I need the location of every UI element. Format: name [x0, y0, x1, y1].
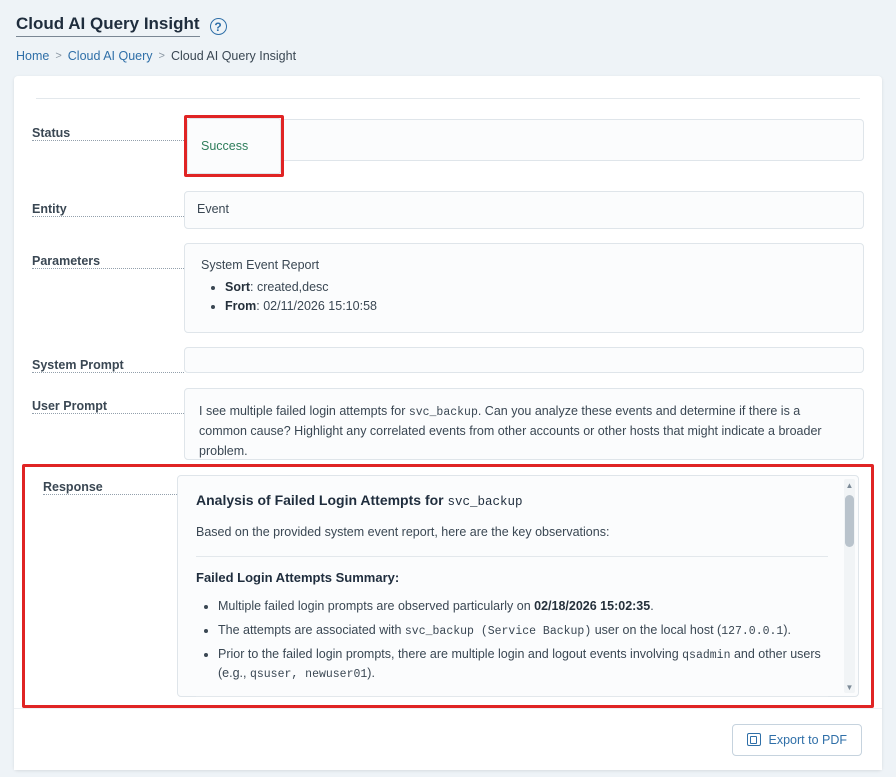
parameter-key: From	[225, 299, 257, 314]
page-header	[0, 0, 896, 63]
pdf-export-icon	[747, 733, 761, 746]
list-item	[218, 645, 828, 684]
bullet-text-c: ).	[367, 666, 375, 681]
response-heading-code: svc_backup	[447, 495, 523, 510]
bullet-admin-code: qsadmin	[682, 649, 731, 663]
status-row	[32, 115, 864, 177]
parameter-value: 02/11/2026 15:10:58	[263, 299, 377, 314]
parameter-sep: :	[250, 280, 257, 295]
response-highlight-box	[22, 464, 874, 708]
user-prompt-label-wrap	[32, 388, 184, 415]
bullet-text-c: .	[650, 599, 654, 614]
detail-card	[14, 76, 882, 770]
list-item	[225, 280, 851, 294]
title-row	[16, 14, 880, 37]
export-to-pdf-button[interactable]	[732, 724, 863, 756]
parameters-list	[201, 280, 851, 313]
breadcrumb-home[interactable]: Home	[16, 49, 50, 64]
scroll-up-arrow-icon[interactable]: ▲	[845, 480, 854, 490]
bullet-text-b: user on the local host (	[591, 622, 722, 637]
breadcrumb-current: Cloud AI Query Insight	[170, 49, 297, 64]
response-label: Response	[43, 480, 195, 495]
status-field-filler	[284, 119, 864, 161]
bullet-account-code: svc_backup (Service Backup)	[404, 624, 592, 638]
bullet-text-a: The attempts are associated with	[218, 622, 405, 637]
scroll-down-arrow-icon[interactable]: ▼	[845, 682, 854, 692]
parameters-label: Parameters	[32, 254, 184, 269]
system-prompt-label-wrap	[32, 347, 184, 374]
export-to-pdf-label: Export to PDF	[768, 732, 847, 747]
entity-row	[32, 191, 864, 229]
user-prompt-value	[184, 388, 864, 460]
status-highlight-box	[184, 115, 284, 177]
system-prompt-row	[32, 347, 864, 374]
breadcrumb	[16, 49, 880, 63]
list-item	[225, 299, 851, 313]
scrollbar-thumb[interactable]	[845, 495, 854, 547]
bullet-text-b: and other users (e.g.,	[218, 647, 821, 681]
bullet-users-code: qsuser, newuser01	[249, 668, 368, 682]
breadcrumb-cloud-ai-query[interactable]: Cloud AI Query	[67, 49, 153, 64]
parameters-title: System Event Report	[201, 258, 320, 273]
card-content	[14, 76, 882, 460]
parameter-key: Sort	[225, 280, 250, 295]
user-prompt-label: User Prompt	[32, 399, 184, 414]
parameter-value: created,desc	[256, 280, 329, 295]
response-section-1-title: Failed Login Attempts Summary:	[196, 570, 400, 586]
user-prompt-row	[32, 388, 864, 460]
breadcrumb-separator-icon: >	[158, 50, 165, 63]
breadcrumb-separator-icon: >	[55, 50, 62, 63]
user-prompt-account-code: svc_backup	[408, 406, 478, 420]
status-badge: Success	[187, 118, 281, 174]
entity-value: Event	[184, 191, 864, 229]
response-heading-text: Analysis of Failed Login Attempts for	[196, 492, 444, 509]
response-divider	[196, 556, 828, 557]
bullet-text-c: ).	[783, 622, 791, 637]
bullet-host-code: 127.0.0.1	[721, 624, 784, 638]
response-content[interactable]	[178, 476, 858, 696]
response-panel	[177, 475, 859, 697]
parameters-panel	[184, 243, 864, 333]
response-divider	[196, 696, 828, 697]
response-intro: Based on the provided system event report, here are the key observations:	[196, 525, 610, 540]
parameters-row	[32, 243, 864, 333]
status-label-wrap	[32, 115, 184, 142]
page-title: Cloud AI Query Insight	[16, 14, 200, 37]
parameters-label-wrap	[32, 243, 184, 270]
status-label: Status	[32, 126, 184, 141]
response-label-wrap	[25, 467, 177, 705]
card-footer	[14, 708, 882, 770]
top-divider	[36, 98, 860, 99]
parameter-sep: :	[256, 299, 264, 314]
help-circle-icon[interactable]: ?	[210, 18, 227, 35]
entity-label: Entity	[32, 202, 184, 217]
user-prompt-text-1: I see multiple failed login attempts for	[199, 404, 409, 419]
bullet-text-a: Prior to the failed login prompts, there are multiple login and logout events involving	[218, 647, 683, 662]
response-bullet-list	[196, 597, 828, 684]
list-item	[218, 597, 828, 616]
system-prompt-value	[184, 347, 864, 373]
response-scrollbar[interactable]	[844, 479, 855, 693]
response-heading	[196, 492, 828, 509]
bullet-timestamp: 02/18/2026 15:02:35	[534, 599, 651, 614]
list-item	[218, 621, 828, 640]
user-prompt-text-2: . Can you analyze these events and determine if there is a common cause? Highlight any correlated events from other accounts or other hosts that might indicate a broader problem.	[199, 404, 822, 458]
entity-label-wrap	[32, 191, 184, 218]
system-prompt-label: System Prompt	[32, 358, 184, 373]
bullet-text-a: Multiple failed login prompts are observed particularly on	[218, 599, 535, 614]
